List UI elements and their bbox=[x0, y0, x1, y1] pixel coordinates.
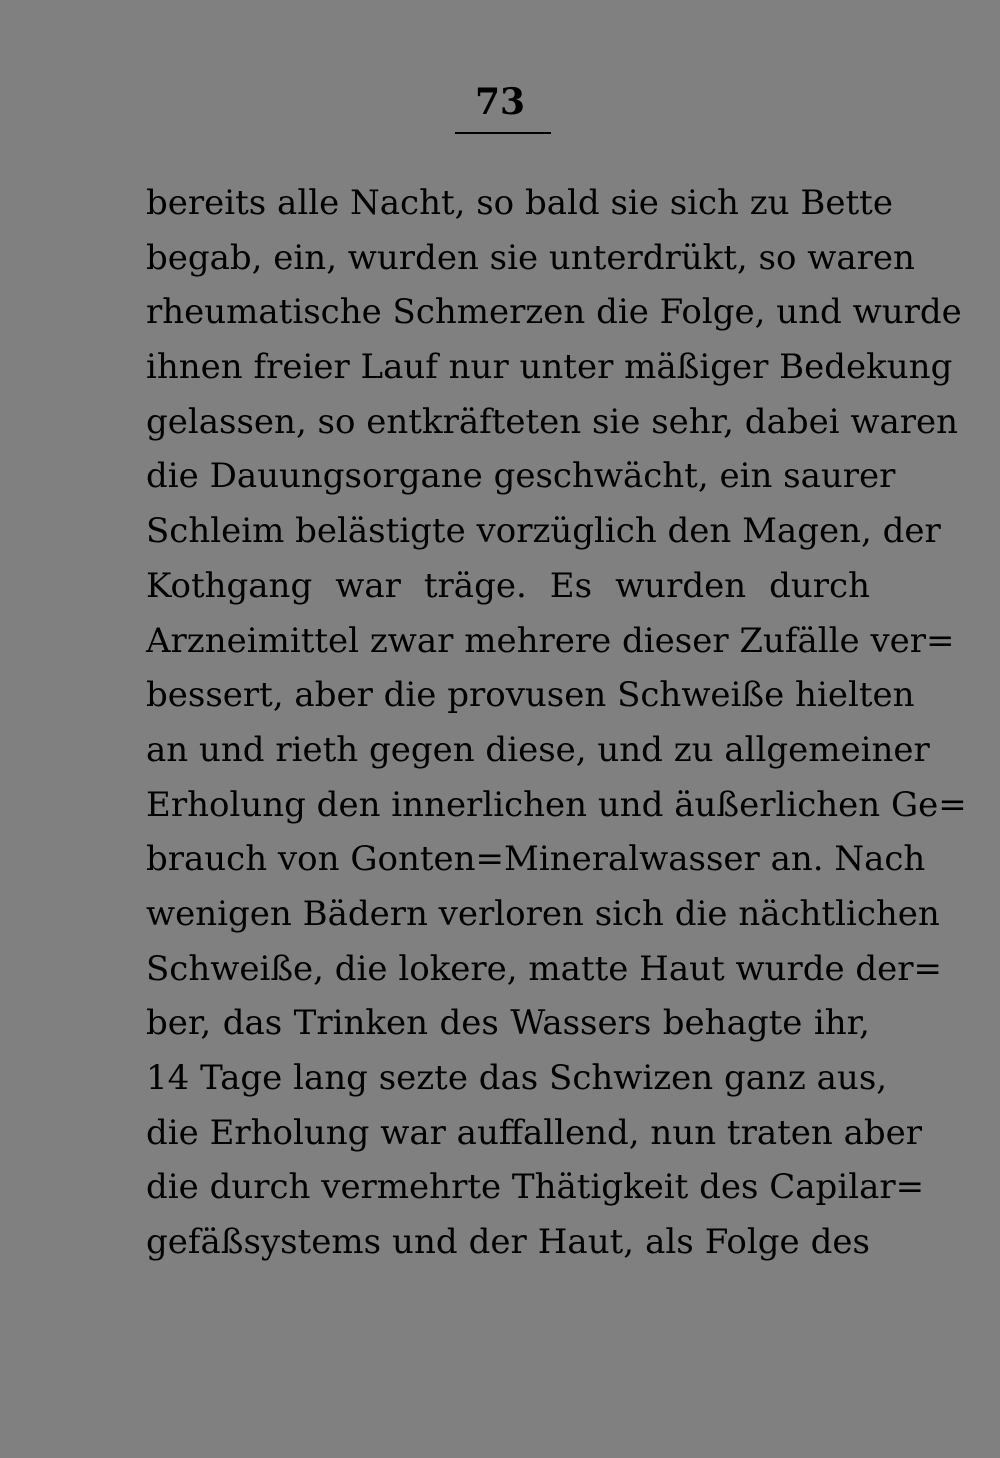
text-line: Kothgang war träge. Es wurden durch bbox=[146, 565, 870, 606]
text-line: gelassen, so entkräfteten sie sehr, dabei waren bbox=[146, 401, 959, 442]
text-line: Schleim belästigte vorzüglich den Magen, der bbox=[146, 511, 941, 552]
text-line: die Erholung war auffallend, nun traten aber bbox=[146, 1112, 923, 1153]
text-line: die Dauungsorgane geschwächt, ein saurer bbox=[146, 456, 896, 497]
text-line: rheumatische Schmerzen die Folge, und wurde bbox=[146, 292, 962, 333]
text-line: ihnen freier Lauf nur unter mäßiger Bedekung bbox=[146, 347, 953, 388]
text-line: gefäßsystems und der Haut, als Folge des bbox=[146, 1222, 870, 1263]
text-line: ber, das Trinken des Wassers behagte ihr, bbox=[146, 1003, 870, 1044]
text-line: bereits alle Nacht, so bald sie sich zu Bette bbox=[146, 183, 893, 223]
text-line: begab, ein, wurden sie unterdrükt, so waren bbox=[146, 237, 915, 278]
header-rule bbox=[455, 132, 551, 134]
page-number: 73 bbox=[474, 81, 526, 123]
text-line: Arzneimittel zwar mehrere dieser Zufälle ver= bbox=[146, 620, 955, 661]
body-text bbox=[146, 176, 967, 1270]
text-line: Schweiße, die lokere, matte Haut wurde der= bbox=[146, 948, 943, 989]
text-line: 14 Tage lang sezte das Schwizen ganz aus, bbox=[146, 1058, 888, 1098]
text-line: die durch vermehrte Thätigkeit des Capilar= bbox=[146, 1167, 925, 1208]
text-line: wenigen Bädern verloren sich die nächtlichen bbox=[146, 893, 940, 934]
text-line: an und rieth gegen diese, und zu allgemeiner bbox=[146, 729, 930, 770]
text-line: brauch von Gonten=Mineralwasser an. Nach bbox=[146, 839, 926, 880]
text-line: bessert, aber die provusen Schweiße hielten bbox=[146, 675, 915, 716]
text-line: Erholung den innerlichen und äußerlichen Ge= bbox=[146, 784, 967, 825]
